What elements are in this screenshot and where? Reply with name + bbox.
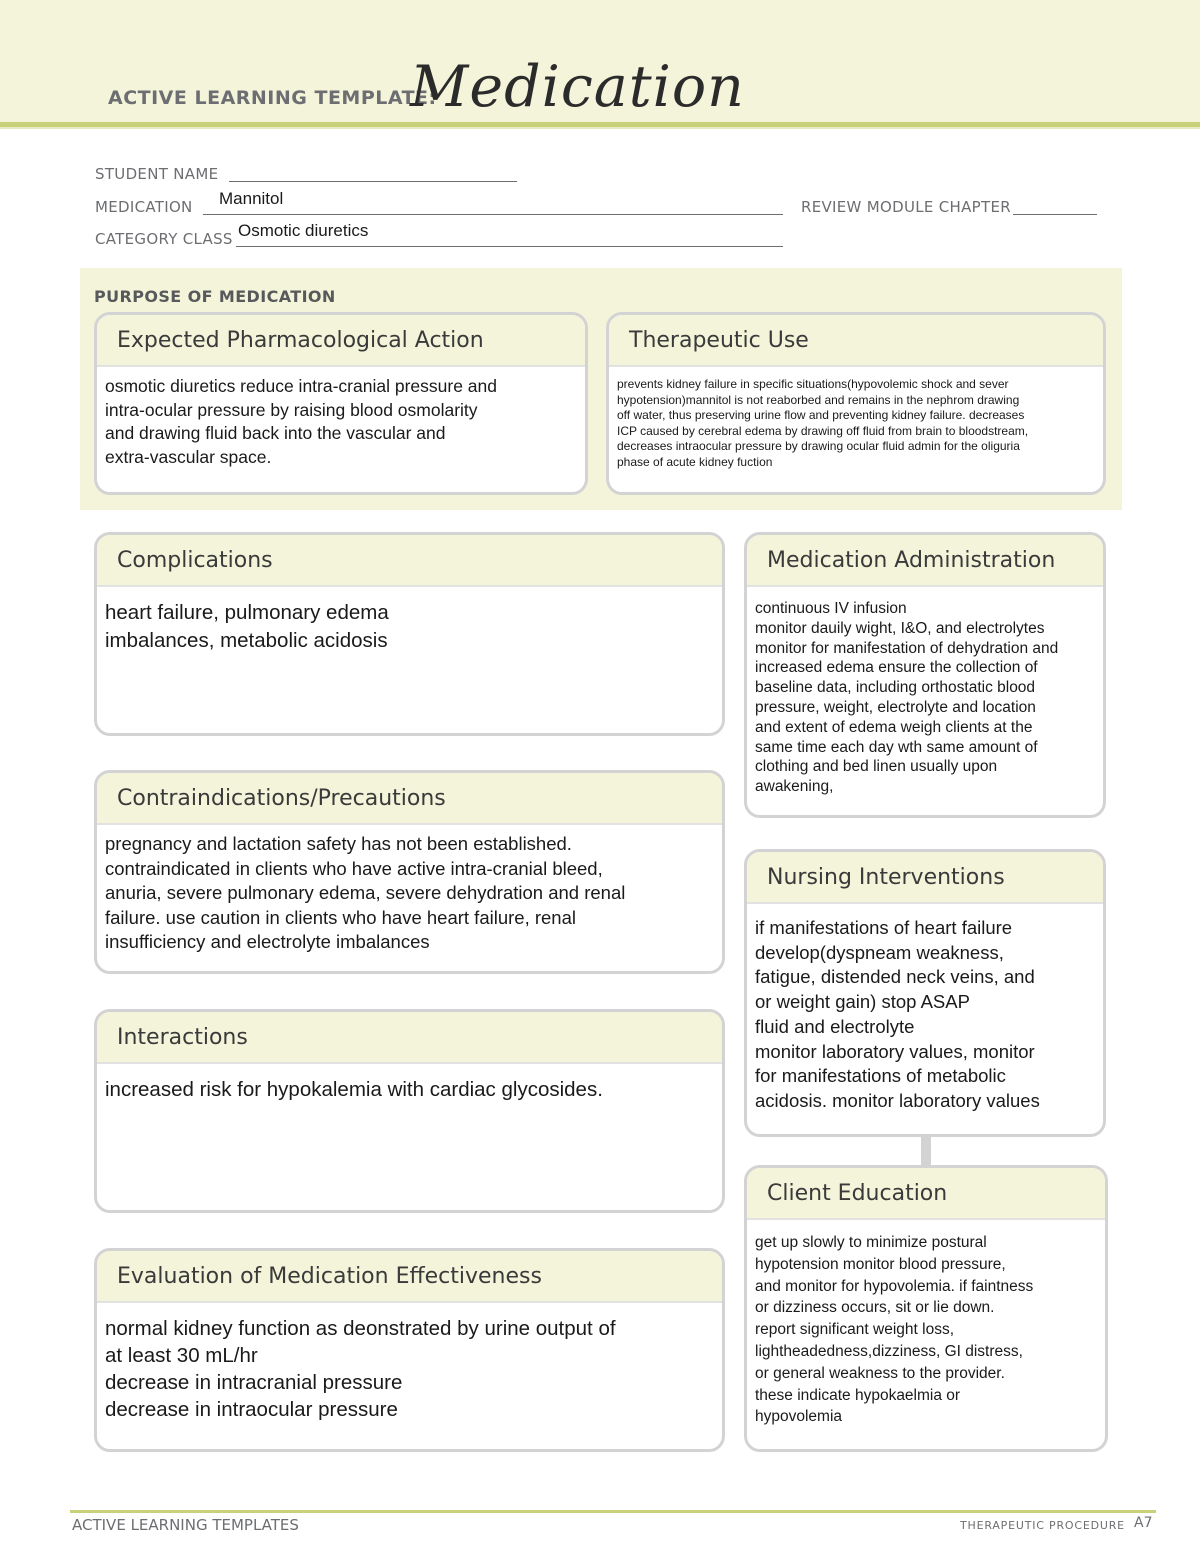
administration-title: Medication Administration [767, 548, 1056, 573]
therapeutic-use-card [606, 312, 1106, 495]
expected-action-card [94, 312, 588, 495]
contraindications-title: Contraindications/Precautions [117, 786, 446, 811]
administration-text[interactable]: continuous IV infusion monitor dauily wight, I&O, and electrolytes monitor for manifestation of dehydration and increased edema ensure the collection of baseline data, including orthostatic blood pressure, weight, electrolyte and location and extent of edema weigh clients at the same time each day wth same amount of clothing and bed linen usually upon awakening, [755, 600, 1059, 796]
client-education-text[interactable]: get up slowly to minimize postural hypotension monitor blood pressure, and monitor for hypovolemia. if faintness or dizziness occurs, sit or lie down. report significant weight loss, lightheadedness,dizziness, GI distress, or general weakness to the provider. these indicate hypokaelmia or hypovolemia [755, 1234, 1034, 1426]
card-header [97, 315, 585, 367]
student-name-label: STUDENT NAME [95, 165, 219, 183]
purpose-title: PURPOSE OF MEDICATION [94, 287, 336, 306]
evaluation-card [94, 1248, 725, 1452]
evaluation-text[interactable]: normal kidney function as deonstrated by urine output of at least 30 mL/hr decrease in intracranial pressure decrease in intraocular pressure [105, 1317, 616, 1421]
administration-card [744, 532, 1106, 818]
footer-divider [70, 1510, 1156, 1513]
interactions-card [94, 1009, 725, 1213]
medication-value: Mannitol [219, 189, 284, 208]
evaluation-title: Evaluation of Medication Effectiveness [117, 1264, 542, 1289]
template-label: ACTIVE LEARNING TEMPLATE: [108, 87, 437, 109]
card-header [97, 1012, 722, 1064]
review-module-field[interactable] [1013, 214, 1097, 215]
complications-text[interactable]: heart failure, pulmonary edema imbalances, metabolic acidosis [105, 601, 389, 652]
card-header [609, 315, 1103, 367]
contraindications-card [94, 770, 725, 974]
card-connector [921, 1136, 931, 1166]
category-class-value: Osmotic diuretics [238, 221, 369, 240]
card-header [747, 535, 1103, 587]
card-header [97, 773, 722, 825]
student-name-field[interactable] [229, 181, 517, 182]
card-header [747, 852, 1103, 904]
nursing-interventions-title: Nursing Interventions [767, 865, 1005, 890]
category-class-label: CATEGORY CLASS [95, 230, 233, 248]
therapeutic-use-text[interactable]: prevents kidney failure in specific situations(hypovolemic shock and sever hypotension)mannitol is not reaborbed and remains in the nephrom drawing off water, thus preserving urine flow and preventing kidney failure. decreases ICP caused by cerebral edema by drawing off fluid from brain to bloodstream, decreases intraocular pressure by drawing ocular fluid admin for the oliguria phase of acute kidney fuction [617, 377, 1029, 469]
therapeutic-use-title: Therapeutic Use [629, 328, 809, 353]
medication-field[interactable] [203, 214, 783, 215]
complications-card [94, 532, 725, 736]
nursing-interventions-card [744, 849, 1106, 1137]
contraindications-text[interactable]: pregnancy and lactation safety has not been established. contraindicated in clients who have active intra-cranial bleed, anuria, severe pulmonary edema, severe dehydration and renal failure. use caution in clients who have heart failure, renal insufficiency and electrolyte imbalances [105, 833, 626, 952]
complications-title: Complications [117, 548, 273, 573]
nursing-interventions-text[interactable]: if manifestations of heart failure develop(dyspneam weakness, fatigue, distended neck veins, and or weight gain) stop ASAP fluid and electrolyte monitor laboratory values, monitor for manifestations of metabolic acidosis. monitor laboratory values [755, 917, 1040, 1111]
header-divider-light [0, 127, 1200, 129]
footer-page-number: A7 [1134, 1515, 1153, 1531]
category-class-field[interactable] [236, 246, 783, 247]
footer-left: ACTIVE LEARNING TEMPLATES [72, 1516, 299, 1534]
card-header [747, 1168, 1105, 1220]
card-header [97, 1251, 722, 1303]
expected-action-text[interactable]: osmotic diuretics reduce intra-cranial pressure and intra-ocular pressure by raising blood osmolarity and drawing fluid back into the vascular and extra-vascular space. [105, 376, 497, 467]
client-education-card [744, 1165, 1108, 1452]
footer-right: THERAPEUTIC PROCEDURE [960, 1519, 1125, 1532]
expected-action-title: Expected Pharmacological Action [117, 328, 484, 353]
page-title: Medication [410, 54, 745, 120]
card-header [97, 535, 722, 587]
client-education-title: Client Education [767, 1181, 948, 1206]
medication-label: MEDICATION [95, 198, 193, 216]
interactions-title: Interactions [117, 1025, 248, 1050]
interactions-text[interactable]: increased risk for hypokalemia with cardiac glycosides. [105, 1078, 603, 1101]
review-module-label: REVIEW MODULE CHAPTER [801, 198, 1011, 216]
